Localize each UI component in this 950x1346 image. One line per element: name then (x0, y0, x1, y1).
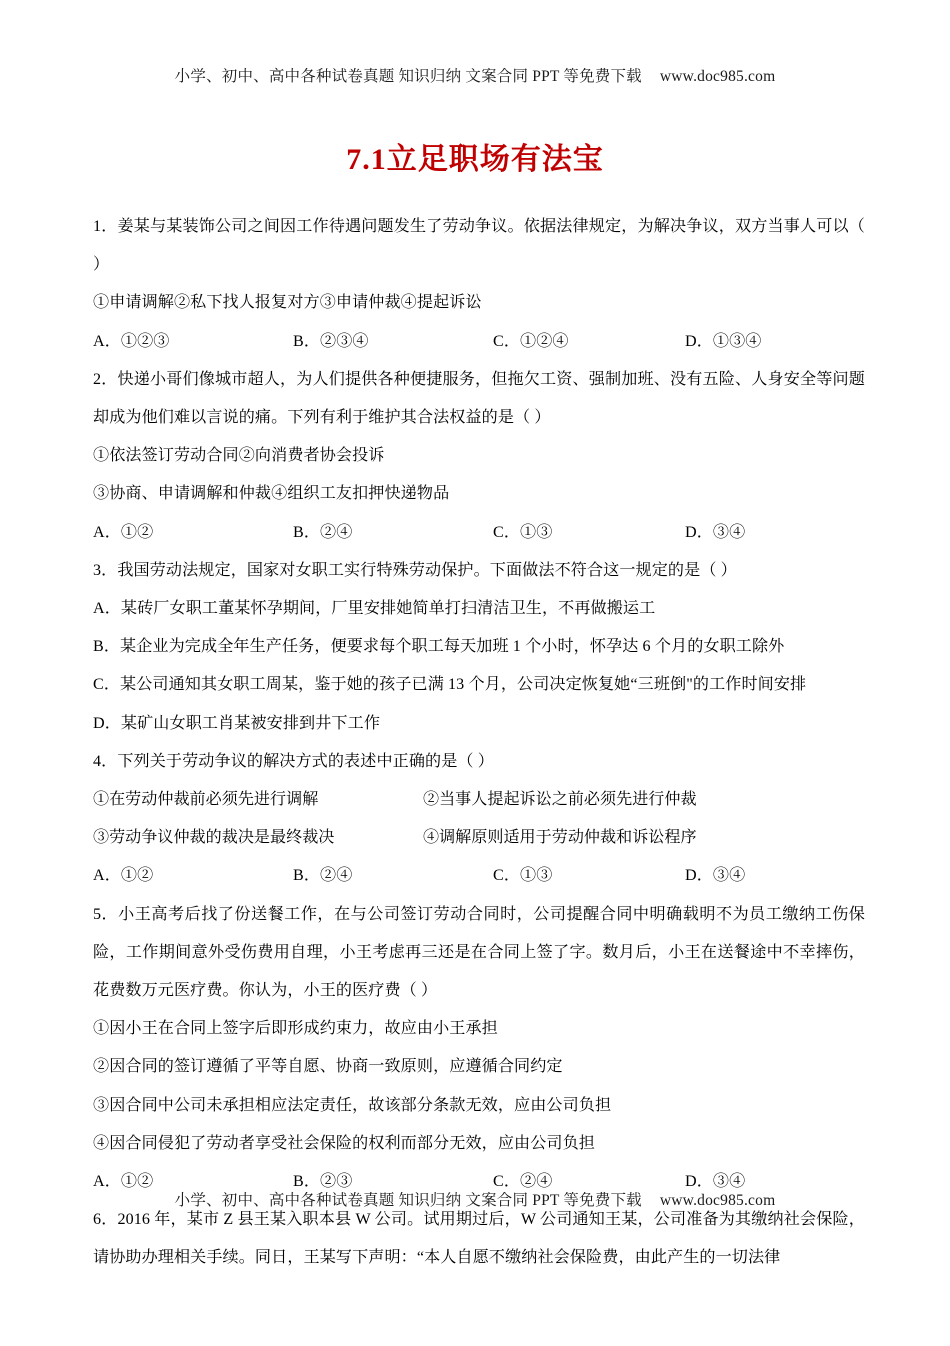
option-d[interactable]: D．③④ (685, 523, 746, 541)
option-b[interactable]: B．某企业为完成全年生产任务，便要求每个职工每天加班 1 个小时，怀孕达 6 个月的女职工除外 (93, 638, 785, 656)
question-item-row (93, 781, 865, 819)
option-a[interactable]: A．①② (93, 1173, 154, 1191)
question-item: ③因合同中公司未承担相应法定责任，故该部分条款无效，应由公司负担 (93, 1096, 612, 1114)
question-item: ①申请调解②私下找人报复对方③申请仲裁④提起诉讼 (93, 294, 482, 312)
question-item: ③劳动争议仲裁的裁决是最终裁决 (93, 829, 335, 847)
page-title: 7.1立足职场有法宝 (346, 143, 604, 176)
question-item: ④调解原则适用于劳动仲裁和诉讼程序 (423, 829, 697, 847)
option-row (93, 323, 865, 361)
running-footer-site: www.doc985.com (659, 1192, 776, 1209)
option-b[interactable]: B．②③ (293, 1173, 353, 1191)
question-item: ④因合同侵犯了劳动者享受社会保险的权利而部分无效，应由公司负担 (93, 1134, 596, 1152)
option-c[interactable]: C．某公司通知其女职工周某，鉴于她的孩子已满 13 个月，公司决定恢复她“三班倒"的工作时间安排 (93, 676, 807, 694)
question-stem: 4．下列关于劳动争议的解决方式的表述中正确的是（ ） (93, 752, 494, 770)
question-stem: 3．我国劳动法规定，国家对女职工实行特殊劳动保护。下面做法不符合这一规定的是（ ） (93, 561, 737, 579)
question-item: ②当事人提起诉讼之前必须先进行仲裁 (423, 791, 697, 809)
option-b[interactable]: B．②③④ (293, 332, 369, 350)
option-d[interactable]: D．③④ (685, 1173, 746, 1191)
option-c[interactable]: C．①③ (493, 523, 553, 541)
running-footer (0, 1188, 950, 1210)
option-row (93, 514, 865, 552)
running-footer-text: 小学、初中、高中各种试卷真题 知识归纳 文案合同 PPT 等免费下载 (174, 1192, 642, 1209)
option-d[interactable]: D．③④ (685, 867, 746, 885)
running-header-text: 小学、初中、高中各种试卷真题 知识归纳 文案合同 PPT 等免费下载 (174, 68, 642, 85)
question-item-row (93, 819, 865, 857)
option-a[interactable]: A．①② (93, 523, 154, 541)
option-row (93, 857, 865, 895)
option-c[interactable]: C．①③ (493, 867, 553, 885)
option-b[interactable]: B．②④ (293, 867, 353, 885)
option-d[interactable]: D．某矿山女职工肖某被安排到井下工作 (93, 714, 381, 732)
option-c[interactable]: C．①②④ (493, 332, 569, 350)
question-stem: 6．2016 年，某市 Z 县王某入职本县 W 公司。试用期过后，W 公司通知王某，公司准备为其缴纳社会保险，请协助办理相关手续。同日，王某写下声明：“本人自愿不缴纳社会保险费，由此产生的一切法律 (93, 1211, 865, 1267)
option-b[interactable]: B．②④ (293, 523, 353, 541)
option-a[interactable]: A．某砖厂女职工董某怀孕期间，厂里安排她简单打扫清洁卫生，不再做搬运工 (93, 600, 656, 618)
running-header-site: www.doc985.com (659, 68, 776, 85)
question-item: ①依法签订劳动合同②向消费者协会投诉 (93, 447, 385, 465)
question-item: ②因合同的签订遵循了平等自愿、协商一致原则，应遵循合同约定 (93, 1058, 563, 1076)
question-item: ①在劳动仲裁前必须先进行调解 (93, 791, 319, 809)
option-a[interactable]: A．①②③ (93, 332, 170, 350)
option-c[interactable]: C．②④ (493, 1173, 553, 1191)
question-stem: 1．姜某与某装饰公司之间因工作待遇问题发生了劳动争议。依据法律规定，为解决争议，双方当事人可以（ ） (93, 218, 865, 274)
running-header (0, 64, 950, 86)
question-list (93, 208, 865, 1278)
question-item: ①因小王在合同上签字后即形成约束力，故应由小王承担 (93, 1020, 498, 1038)
option-d[interactable]: D．①③④ (685, 332, 762, 350)
question-stem: 2．快递小哥们像城市超人，为人们提供各种便捷服务，但拖欠工资、强制加班、没有五险、人身安全等问题却成为他们难以言说的痛。下列有利于维护其合法权益的是（ ） (93, 370, 865, 427)
option-a[interactable]: A．①② (93, 867, 154, 885)
question-stem: 5．小王高考后找了份送餐工作，在与公司签订劳动合同时，公司提醒合同中明确载明不为员工缴纳工伤保险，工作期间意外受伤费用自理，小王考虑再三还是在合同上签了字。数月后，小王在送餐途中不幸摔伤，花费数万元医疗费。你认为，小王的医疗费（ ） (93, 905, 865, 1000)
question-item: ③协商、申请调解和仲裁④组织工友扣押快递物品 (93, 485, 450, 503)
